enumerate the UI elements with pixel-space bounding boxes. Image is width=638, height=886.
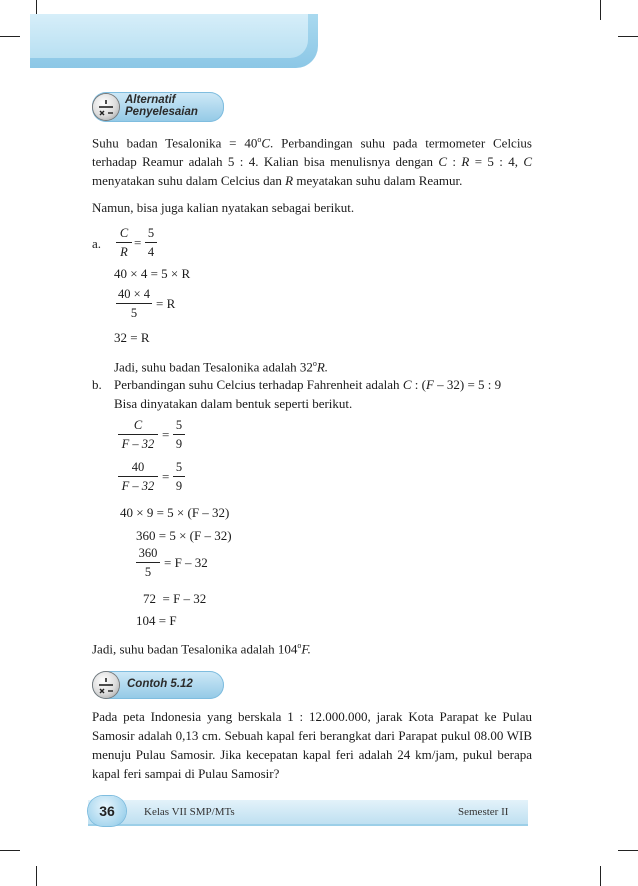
footer-right-text: Semester II bbox=[458, 806, 509, 818]
part-b-text-1: Perbandingan suhu Celcius terhadap Fahrenheit adalah C : (F – 32) = 5 : 9 bbox=[114, 377, 502, 392]
part-b-step-7: 104 = F bbox=[136, 613, 177, 628]
part-a-fraction-rhs: = R bbox=[156, 296, 176, 311]
part-a-conclusion: Jadi, suhu badan Tesalonika adalah 32$^o$R. bbox=[114, 359, 329, 375]
intro-paragraph: Suhu badan Tesalonika = $40^oC$. Perbandingan suhu pada termometer Celcius terhadap Reamur adalah 5 : 4. Kalian bisa menulisnya dengan C : R = 5 : 4, C menyatakan suhu dalam Celcius dan R meyatakan suhu dalam Reamur. bbox=[92, 135, 532, 189]
alternatif-line2: Penyelesaian bbox=[125, 106, 198, 118]
fraction-360-over-5: 360 5 bbox=[134, 546, 162, 580]
part-b-step-6: 72 = F – 32 bbox=[143, 591, 207, 606]
part-b-text-2: Bisa dinyatakan dalam bentuk seperti berikut. bbox=[114, 396, 353, 411]
fraction-5-over-9: 5 9 bbox=[172, 418, 186, 452]
intro-paragraph-2: Namun, bisa juga kalian nyatakan sebagai berikut. bbox=[92, 200, 355, 215]
contoh-paragraph: Pada peta Indonesia yang berskala 1 : 12.000.000, jarak Kota Parapat ke Pulau Samosir adalah 0,13 cm. Sebuah kapal feri berangkat dari Parapat pukul 08.00 WIB menuju Pulau Samosir. Jika kecepatan kapal feri adalah 24 km/jam, pukul berapa kapal feri sampai di Pulau Samosir? bbox=[92, 709, 532, 781]
contoh-label: Contoh 5.12 bbox=[127, 678, 193, 690]
fraction-c-over-r: C R bbox=[114, 226, 134, 260]
part-a-label: a. bbox=[92, 236, 102, 251]
final-conclusion: Jadi, suhu badan Tesalonika adalah 104$^o$F. bbox=[92, 641, 311, 657]
fraction-40x4-over-5: 40 × 4 5 bbox=[117, 287, 151, 320]
fraction-40-over-f-minus-32: 40 F – 32 bbox=[116, 460, 160, 494]
fraction-c-over-f-minus-32: C F – 32 bbox=[116, 418, 160, 452]
page-number: 36 bbox=[88, 796, 126, 826]
alternatif-badge bbox=[92, 92, 224, 122]
crop-mark bbox=[0, 850, 20, 851]
part-b-step-3: 40 × 9 = 5 × (F – 32) bbox=[120, 505, 230, 520]
contoh-badge bbox=[92, 671, 224, 699]
alternatif-line1: Alternatif bbox=[125, 94, 176, 106]
crop-mark bbox=[618, 850, 638, 851]
math-operations-icon bbox=[93, 672, 119, 698]
equals-sign: = bbox=[162, 469, 170, 484]
crop-mark bbox=[618, 36, 638, 37]
math-operations-icon bbox=[93, 94, 119, 120]
fraction-5-over-4: 5 4 bbox=[144, 226, 158, 260]
fraction-5-over-9: 5 9 bbox=[172, 460, 186, 494]
crop-mark bbox=[600, 0, 601, 20]
footer-left-text: Kelas VII SMP/MTs bbox=[144, 806, 235, 818]
equals-sign: = bbox=[162, 427, 170, 442]
header-band-highlight bbox=[30, 14, 308, 58]
part-b-label: b. bbox=[92, 377, 102, 392]
crop-mark bbox=[0, 36, 20, 37]
part-b-fraction-rhs: = F – 32 bbox=[164, 555, 208, 570]
equals-sign: = bbox=[134, 235, 142, 250]
crop-mark bbox=[36, 866, 37, 886]
part-b-step-4: 360 = 5 × (F – 32) bbox=[136, 528, 232, 543]
part-a-step-2: 40 × 4 = 5 × R bbox=[114, 266, 191, 281]
crop-mark bbox=[600, 866, 601, 886]
part-a-step-4: 32 = R bbox=[114, 330, 150, 345]
